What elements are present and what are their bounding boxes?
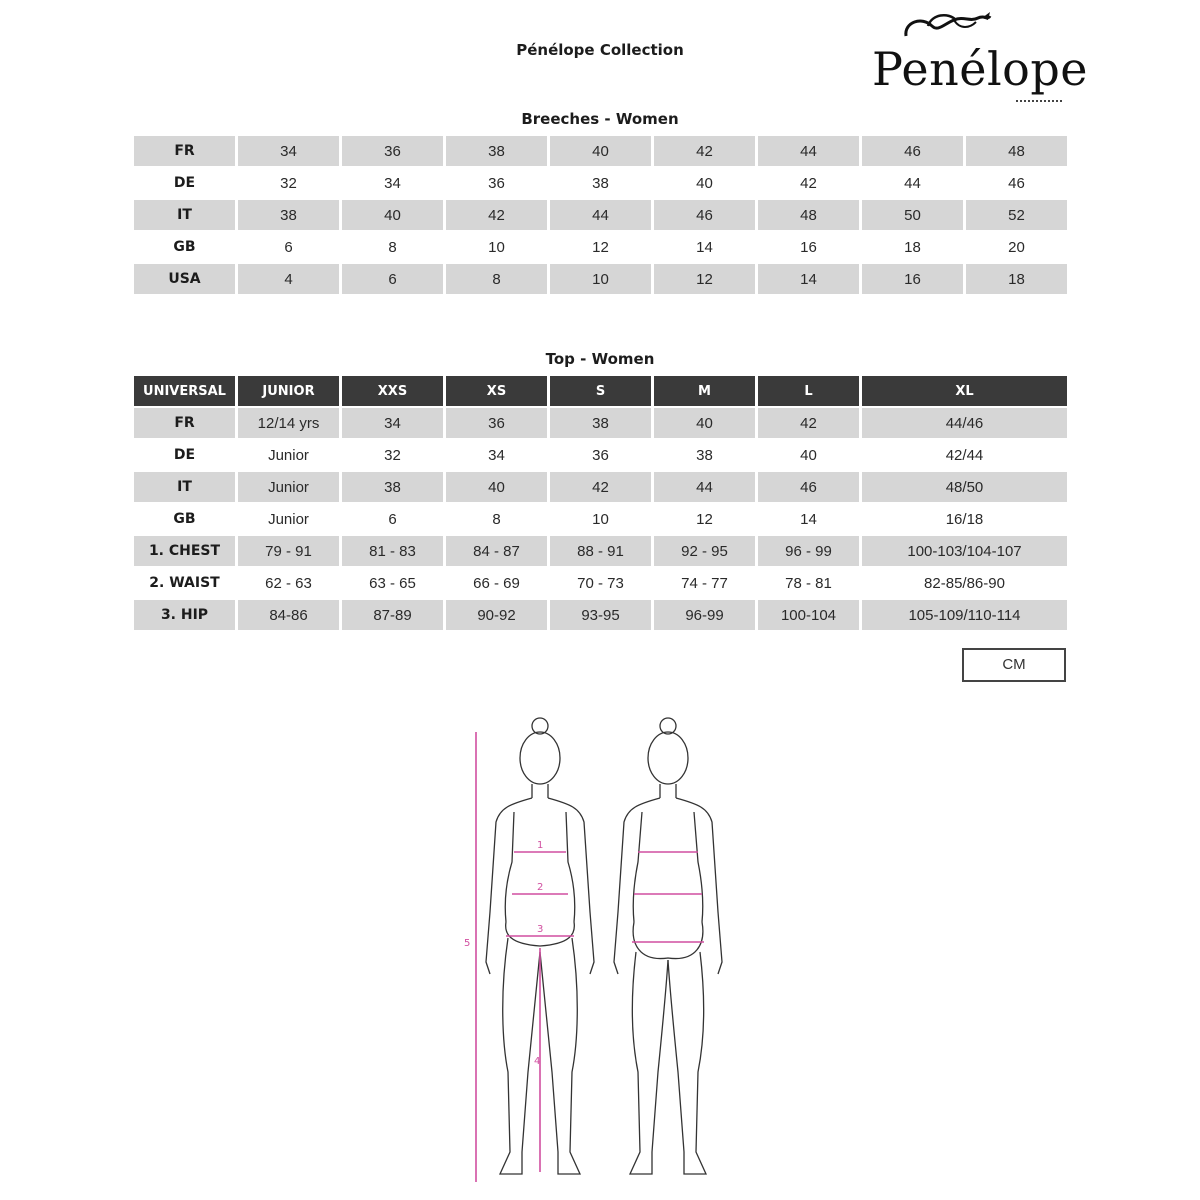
- table-row: [134, 232, 1067, 262]
- size-cell: Junior: [268, 510, 309, 528]
- size-cell: 38: [550, 408, 651, 438]
- size-cell: 18: [966, 264, 1067, 294]
- size-cell: 38: [342, 472, 443, 502]
- size-cell: 16/18: [945, 510, 984, 528]
- column-header: L: [758, 376, 859, 406]
- table-row: [134, 136, 1067, 166]
- row-label: 2. WAIST: [149, 575, 220, 591]
- breeches-title: Breeches - Women: [521, 110, 679, 128]
- brand-logo: [868, 8, 1089, 104]
- column-header: XL: [862, 376, 1067, 406]
- size-cell: 4: [238, 264, 339, 294]
- size-cell: 82-85/86-90: [924, 574, 1005, 592]
- size-cell: 62 - 63: [265, 574, 312, 592]
- size-cell: 63 - 65: [369, 574, 416, 592]
- size-cell: 84 - 87: [446, 536, 547, 566]
- size-cell: 42: [550, 472, 651, 502]
- size-cell: 100-104: [758, 600, 859, 630]
- column-header: XXS: [342, 376, 443, 406]
- size-cell: 100-103/104-107: [862, 536, 1067, 566]
- size-cell: Junior: [238, 472, 339, 502]
- size-cell: 36: [592, 446, 609, 464]
- size-cell: 14: [696, 238, 713, 256]
- measurement-figure: [440, 712, 760, 1192]
- size-cell: 92 - 95: [654, 536, 755, 566]
- size-cell: 52: [966, 200, 1067, 230]
- size-cell: 12: [654, 264, 755, 294]
- size-cell: 12: [592, 238, 609, 256]
- size-cell: 96 - 99: [758, 536, 859, 566]
- row-label: FR: [134, 408, 235, 438]
- row-label: USA: [134, 264, 235, 294]
- size-cell: 48/50: [862, 472, 1067, 502]
- size-cell: 50: [862, 200, 963, 230]
- logo-underline: [1016, 100, 1062, 104]
- size-cell: 38: [696, 446, 713, 464]
- size-cell: 34: [238, 136, 339, 166]
- column-header: M: [654, 376, 755, 406]
- size-cell: 46: [654, 200, 755, 230]
- table-row: [134, 440, 1067, 470]
- size-cell: 34: [342, 408, 443, 438]
- column-header: UNIVERSAL: [134, 376, 235, 406]
- size-cell: 44: [654, 472, 755, 502]
- size-cell: 16: [800, 238, 817, 256]
- top-title: Top - Women: [545, 350, 655, 368]
- size-cell: 18: [904, 238, 921, 256]
- size-cell: 38: [592, 174, 609, 192]
- size-cell: 20: [1008, 238, 1025, 256]
- size-cell: 34: [384, 174, 401, 192]
- size-cell: 81 - 83: [342, 536, 443, 566]
- table-row: [134, 168, 1067, 198]
- size-cell: 42: [800, 174, 817, 192]
- table-row: [134, 472, 1067, 502]
- size-cell: 44/46: [862, 408, 1067, 438]
- size-cell: 90-92: [446, 600, 547, 630]
- size-cell: 46: [862, 136, 963, 166]
- row-label: IT: [134, 472, 235, 502]
- size-cell: 8: [446, 264, 547, 294]
- size-cell: 40: [800, 446, 817, 464]
- table-header-row: [134, 376, 1067, 406]
- size-cell: 10: [592, 510, 609, 528]
- size-cell: 36: [342, 136, 443, 166]
- row-label: DE: [173, 175, 196, 191]
- size-cell: 93-95: [550, 600, 651, 630]
- size-cell: 66 - 69: [473, 574, 520, 592]
- size-cell: 38: [446, 136, 547, 166]
- marker-5: 5: [464, 938, 471, 949]
- breeches-size-table: [131, 134, 1070, 296]
- table-row: [134, 264, 1067, 294]
- size-cell: 44: [904, 174, 921, 192]
- size-cell: 32: [384, 446, 401, 464]
- top-size-table: [131, 374, 1070, 632]
- row-label: GB: [173, 239, 196, 255]
- size-cell: 40: [654, 408, 755, 438]
- size-cell: 87-89: [342, 600, 443, 630]
- size-cell: 32: [280, 174, 297, 192]
- size-cell: 48: [758, 200, 859, 230]
- document-title: Pénélope Collection: [516, 41, 684, 59]
- body-measurement-illustration: [440, 712, 760, 1192]
- unit-label: CM: [962, 648, 1066, 682]
- marker-2: 2: [537, 882, 544, 893]
- size-cell: 74 - 77: [681, 574, 728, 592]
- size-cell: 105-109/110-114: [862, 600, 1067, 630]
- table-row: [134, 600, 1067, 630]
- size-cell: 48: [966, 136, 1067, 166]
- marker-1: 1: [537, 840, 544, 851]
- size-cell: 38: [238, 200, 339, 230]
- logo-wordmark: Penélope: [872, 42, 1089, 96]
- size-cell: 36: [488, 174, 505, 192]
- row-label: 3. HIP: [134, 600, 235, 630]
- table-row: [134, 536, 1067, 566]
- table-row: [134, 408, 1067, 438]
- size-cell: 46: [758, 472, 859, 502]
- size-cell: 16: [862, 264, 963, 294]
- column-header: XS: [446, 376, 547, 406]
- table-row: [134, 504, 1067, 534]
- size-cell: 96-99: [654, 600, 755, 630]
- size-cell: 40: [342, 200, 443, 230]
- marker-3: 3: [537, 924, 544, 935]
- size-cell: 10: [550, 264, 651, 294]
- size-cell: 40: [550, 136, 651, 166]
- size-cell: 40: [446, 472, 547, 502]
- size-cell: 84-86: [238, 600, 339, 630]
- size-cell: 36: [446, 408, 547, 438]
- row-label: DE: [173, 447, 196, 463]
- size-cell: 10: [488, 238, 505, 256]
- size-cell: 6: [284, 238, 293, 256]
- size-cell: 42/44: [945, 446, 984, 464]
- size-cell: 40: [696, 174, 713, 192]
- row-label: FR: [134, 136, 235, 166]
- size-cell: 46: [1008, 174, 1025, 192]
- size-cell: 44: [758, 136, 859, 166]
- size-cell: 78 - 81: [785, 574, 832, 592]
- column-header: S: [550, 376, 651, 406]
- row-label: 1. CHEST: [134, 536, 235, 566]
- size-cell: 8: [388, 238, 397, 256]
- size-cell: 14: [800, 510, 817, 528]
- size-cell: 42: [654, 136, 755, 166]
- row-label: IT: [134, 200, 235, 230]
- size-cell: 8: [492, 510, 501, 528]
- size-cell: 12/14 yrs: [238, 408, 339, 438]
- size-cell: 14: [758, 264, 859, 294]
- size-cell: 79 - 91: [238, 536, 339, 566]
- size-cell: 12: [696, 510, 713, 528]
- column-header: JUNIOR: [238, 376, 339, 406]
- size-cell: 70 - 73: [577, 574, 624, 592]
- size-cell: 44: [550, 200, 651, 230]
- size-cell: 88 - 91: [550, 536, 651, 566]
- size-cell: 42: [446, 200, 547, 230]
- size-cell: 34: [488, 446, 505, 464]
- table-row: [134, 568, 1067, 598]
- size-cell: Junior: [268, 446, 309, 464]
- size-cell: 6: [342, 264, 443, 294]
- marker-4: 4: [534, 1056, 541, 1067]
- row-label: GB: [173, 511, 196, 527]
- size-cell: 42: [758, 408, 859, 438]
- table-row: [134, 200, 1067, 230]
- size-cell: 6: [388, 510, 397, 528]
